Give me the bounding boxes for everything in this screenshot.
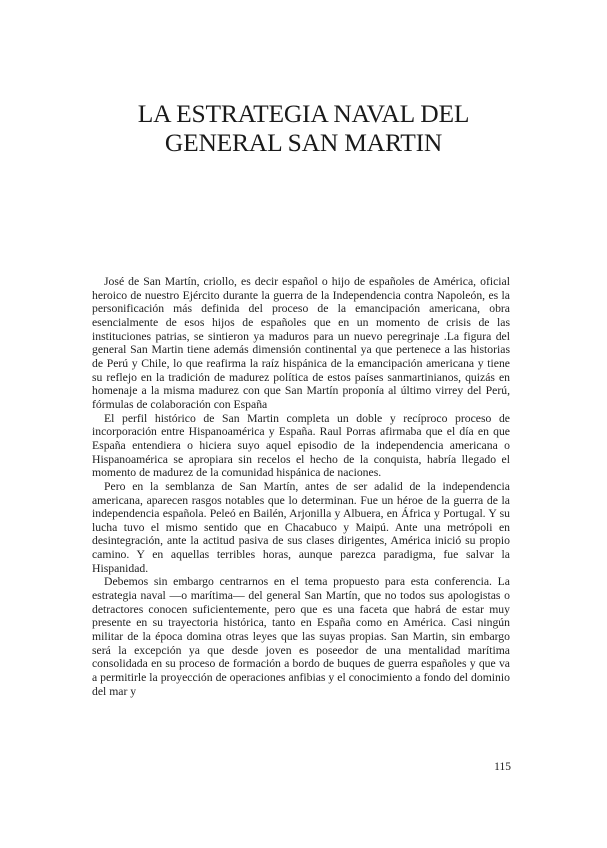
paragraph-3: Pero en la semblanza de San Martín, antes de ser adalid de la independencia americana, aparecen rasgos notables que lo determinan. Fue un héroe de la guerra de la independencia española. Peleó en Bailén, Arjonilla y Albuera, en África y Portugal. Y su lucha tuvo el mismo sentido que en Chacabuco y Maipú. Ante una metrópoli en desintegración, ante la actitud pasiva de sus clases dirigentes, América inició su propio camino. Y en aquellas terribles horas, aunque parezca paradigma, fue salvar la Hispanidad. bbox=[92, 479, 510, 575]
paragraph-1: José de San Martín, criollo, es decir español o hijo de españoles de América, oficial heroico de nuestro Ejército durante la guerra de la Independencia contra Napoleón, es la personificación más definida del proceso de la emancipación americana, obra esencialmente de esos hijos de españoles que en un momento de crisis de las instituciones patrias, se sintieron ya maduros para un nuevo peregrinaje .La figura del general San Martin tiene además dimensión continental ya que pertenece a las historias de Perú y Chile, lo que reafirma la raíz hispánica de la emancipación americana y tiene su reflejo en la tradición de madurez política de estos países sanmartinianos, quizás en homenaje a la misma madurez con que San Martín proponía al último virrey del Perú, fórmulas de colaboración con España bbox=[92, 275, 510, 411]
paragraph-2: El perfil histórico de San Martin completa un doble y recíproco proceso de incorporación entre Hispanoamérica y España. Raul Porras afirmaba que el día en que España entendiera o hiciera suyo aquel episodio de la independencia americana o Hispanoamérica se apropiara sin recelos el hecho de la conquista, habría llegado el momento de madurez de la comunidad hispánica de naciones. bbox=[92, 411, 510, 480]
body-text bbox=[92, 275, 510, 698]
title-line-2: GENERAL SAN MARTIN bbox=[164, 128, 443, 157]
page-number: 115 bbox=[494, 761, 511, 773]
paragraph-4: Debemos sin embargo centrarnos en el tema propuesto para esta conferencia. La estrategia naval —o marítima— del general San Martín, que no todos sus apologistas o detractores conocen suficientemente, pero que es una faceta que habrá de estar muy presente en su trayectoria histórica, tanto en España como en América. Casi ningún militar de la época domina otras leyes que las suyas propias. San Martin, sin embargo será la excepción ya que desde joven es poseedor de una mentalidad marítima consolidada en su proceso de formación a bordo de buques de guerra españoles y que va a permitirle la proyección de operaciones anfibias y el conocimiento a fondo del dominio del mar y bbox=[92, 575, 510, 698]
title-line-1: LA ESTRATEGIA NAVAL DEL bbox=[137, 99, 470, 128]
